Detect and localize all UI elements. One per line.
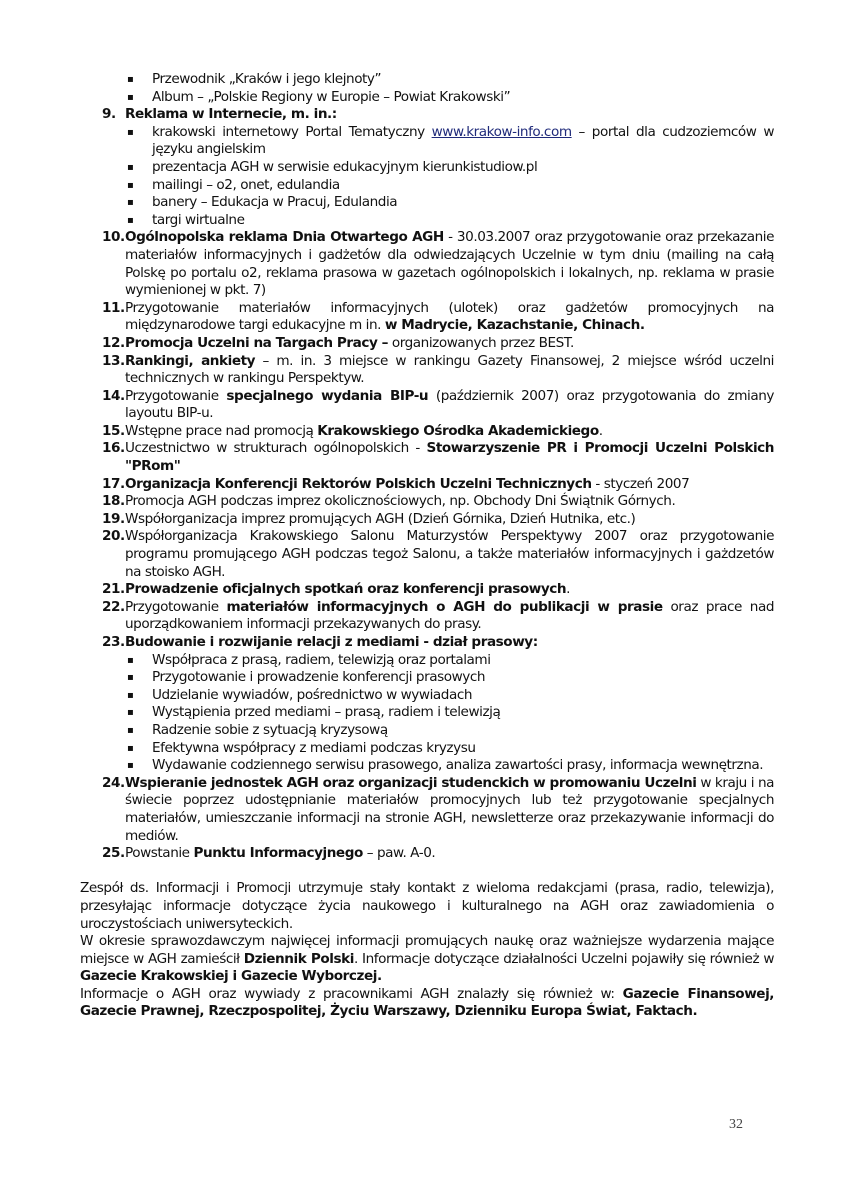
bullet-square-icon: ▪	[127, 742, 134, 754]
bullet-text: Przewodnik „Kraków i jego klejnoty”	[152, 71, 382, 87]
bullet-square-icon: ▪	[127, 161, 134, 173]
item-number: 19.	[102, 510, 125, 527]
bullet-item	[80, 212, 774, 230]
text: targi wirtualne	[152, 211, 245, 228]
text: Współorganizacja Krakowskiego Salonu Maturzystów Perspektywy 2007 oraz przygotowanie programu promującego AGH podczas tegoż Salonu, a także materiałów informacyjnych i gażdzetów na stoisko AGH.	[125, 528, 774, 580]
text: .	[566, 581, 571, 598]
bullet-square-icon: ▪	[127, 672, 134, 684]
numbered-item	[80, 388, 774, 423]
text: Wystąpienia przed mediami – prasą, radiem i telewizją	[152, 704, 501, 721]
item-number: 23.	[102, 634, 125, 650]
numbered-item	[80, 106, 774, 124]
bullet-item	[80, 687, 774, 705]
text: banery – Edukacja w Pracuj, Edulandia	[152, 194, 398, 211]
bullet-square-icon: ▪	[127, 214, 134, 226]
bold-text: materiałów informacyjnych o AGH do publikacji w prasie	[226, 598, 663, 615]
numbered-item	[80, 581, 774, 599]
text: Udzielanie wywiadów, pośrednictwo w wywiadach	[152, 686, 473, 703]
paragraph	[80, 880, 774, 933]
bold-text: Prowadzenie oficjalnych spotkań oraz konferencji prasowych	[125, 581, 567, 598]
bullet-item	[80, 704, 774, 722]
item-number: 17.	[102, 475, 125, 492]
url-link[interactable]: www.krakow-info.com	[431, 123, 572, 140]
bullet-item	[80, 177, 774, 195]
bullet-square-icon: ▪	[127, 707, 134, 719]
text: – m. in. 3 miejsce w rankingu Gazety Finansowej, 2 miejsce wśród uczelni technicznych w rankingu Perspektyw.	[125, 352, 775, 387]
bold-text: Punktu Informacyjnego	[193, 845, 363, 862]
text: Uczestnictwo w strukturach ogólnopolskich -	[125, 440, 427, 457]
item-number: 10.	[102, 229, 125, 246]
item-number: 12.	[102, 334, 125, 351]
item-number: 22.	[102, 598, 125, 615]
bullet-item	[80, 159, 774, 177]
numbered-item	[80, 300, 774, 335]
bullet-item	[80, 757, 774, 775]
text: Współorganizacja imprez promujących AGH (Dzień Górnika, Dzień Hutnika, etc.)	[125, 510, 636, 527]
numbered-item	[80, 353, 774, 388]
text: - styczeń 2007	[591, 475, 690, 492]
numbered-item	[80, 634, 774, 652]
text: Promocja AGH podczas imprez okolicznościowych, np. Obchody Dni Świątnik Górnych.	[125, 493, 676, 510]
numbered-item	[80, 599, 774, 634]
numbered-item	[80, 423, 774, 441]
bold-text: Wspieranie jednostek AGH oraz organizacji studenckich w promowaniu Uczelni	[125, 774, 697, 791]
summary-paragraphs	[80, 880, 774, 1021]
text: W okresie sprawozdawczym najwięcej informacji promujących naukę oraz ważniejsze wydarzenia mające miejsce w AGH zamieścił	[80, 933, 774, 967]
item-number: 20.	[102, 528, 125, 545]
text: Informacje o AGH oraz wywiady z pracownikami AGH znalazły się również w:	[80, 985, 623, 1002]
text: Wstępne prace nad promocją	[125, 422, 318, 439]
text: organizowanych przez BEST.	[387, 334, 574, 351]
bullet-item	[80, 669, 774, 687]
section-spacer	[80, 863, 774, 881]
bullet-item	[80, 652, 774, 670]
text: Przygotowanie i prowadzenie konferencji prasowych	[152, 669, 486, 686]
text: Przygotowanie	[125, 387, 227, 404]
text: – paw. A-0.	[362, 845, 436, 862]
text: prezentacja AGH w serwisie edukacyjnym kierunkistudiow.pl	[152, 158, 538, 175]
text: Wydawanie codziennego serwisu prasowego, analiza zawartości prasy, informacja wewnętrzna.	[152, 757, 764, 774]
top-bullet-list	[80, 71, 774, 106]
item-number: 16.	[102, 440, 125, 457]
text: Powstanie	[125, 845, 194, 862]
text: mailingi – o2, onet, edulandia	[152, 176, 340, 193]
sub-bullet-list	[80, 652, 774, 775]
bold-text: Krakowskiego Ośrodka Akademickiego	[317, 422, 599, 439]
bullet-square-icon: ▪	[127, 654, 134, 666]
bold-text: Reklama w Internecie, m. in.:	[125, 106, 337, 123]
text: w kraju i na świecie poprzez udostępnianie materiałów promocyjnych lub też przygotowanie specjalnych materiałów, umieszczanie informacji na stronie AGH, newsletterze oraz przekazywanie informacji do mediów.	[125, 774, 774, 844]
bullet-square-icon: ▪	[127, 74, 134, 85]
numbered-item	[80, 493, 774, 511]
numbered-item	[80, 229, 774, 299]
bullet-square-icon: ▪	[127, 724, 134, 736]
text: krakowski internetowy Portal Tematyczny	[152, 123, 432, 140]
bullet-item	[80, 740, 774, 758]
bullet-item	[80, 124, 774, 159]
text: Współpraca z prasą, radiem, telewizją oraz portalami	[152, 651, 491, 668]
bold-text: Gazecie Finansowej, Gazecie Prawnej, Rzeczpospolitej, Życiu Warszawy, Dzienniku Europa Świat, Faktach.	[80, 985, 774, 1020]
page-number: 32	[729, 1117, 743, 1132]
numbered-item	[80, 476, 774, 494]
item-number: 11.	[102, 299, 125, 316]
text: oraz prace nad uporządkowaniem informacji przekazywanych do prasy.	[125, 598, 775, 633]
text: Przygotowanie	[125, 598, 227, 615]
item-number: 18.	[102, 493, 125, 510]
paragraph	[80, 933, 774, 986]
item-number: 9.	[102, 106, 116, 123]
text: Przygotowanie materiałów informacyjnych (ulotek) oraz gadżetów promocyjnych na międzynarodowe targi edukacyjne m in.	[125, 299, 774, 334]
numbered-item	[80, 528, 774, 581]
bullet-text: Album – „Polskie Regiony w Europie – Powiat Krakowski”	[152, 88, 511, 105]
bold-text: specjalnego wydania BIP-u	[226, 387, 429, 404]
numbered-item	[80, 511, 774, 529]
item-number: 21.	[102, 581, 125, 598]
item-number: 13.	[102, 352, 125, 369]
bold-text: Promocja Uczelni na Targach Pracy –	[125, 334, 388, 351]
item-number: 14.	[102, 387, 125, 404]
paragraph	[80, 986, 774, 1021]
bullet-square-icon: ▪	[127, 760, 134, 772]
bold-text: w Madrycie, Kazachstanie, Chinach.	[384, 317, 645, 334]
bold-text: Gazecie Krakowskiej i Gazecie Wyborczej.	[80, 968, 382, 985]
bullet-square-icon: ▪	[127, 197, 134, 209]
item-number: 15.	[102, 422, 125, 439]
item-number: 25.	[102, 845, 125, 862]
bold-text: Rankingi, ankiety	[125, 352, 256, 369]
bullet-item	[80, 89, 774, 107]
page-content	[80, 71, 774, 1021]
text: Radzenie sobie z sytuacją kryzysową	[152, 721, 388, 738]
text: (październik 2007) oraz przygotowania do zmiany layoutu BIP-u.	[125, 387, 774, 422]
bold-text: Ogólnopolska reklama Dnia Otwartego AGH	[125, 229, 444, 246]
bullet-square-icon: ▪	[127, 179, 134, 191]
bold-text: Budowanie i rozwijanie relacji z mediami - dział prasowy:	[125, 634, 538, 650]
bullet-item	[80, 194, 774, 212]
text: Efektywna współpracy z mediami podczas kryzysu	[152, 739, 476, 756]
text: - 30.03.2007 oraz przygotowanie oraz przekazanie materiałów informacyjnych i gadżetów dla odwiedzających Uczelnie w tym dniu (mailing na całą Polskę po portalu o2, reklama prasowa w gazetach ogólnopolskich i lokalnych, np. reklama w prasie wymienionej w pkt. 7)	[125, 229, 775, 299]
bullet-square-icon: ▪	[127, 689, 134, 701]
bullet-square-icon: ▪	[127, 126, 134, 138]
bullet-square-icon: ▪	[127, 91, 134, 103]
bullet-item	[80, 71, 774, 89]
bold-text: Stowarzyszenie PR i Promocji Uczelni Polskich "PRom"	[125, 440, 774, 475]
item-number: 24.	[102, 774, 125, 791]
bold-text: Dziennik Polski	[243, 950, 354, 967]
numbered-item	[80, 335, 774, 353]
bullet-item	[80, 722, 774, 740]
text: . Informacje dotyczące działalności Uczelni pojawiły się również w	[353, 950, 774, 967]
bold-text: Organizacja Konferencji Rektorów Polskich Uczelni Technicznych	[125, 475, 592, 492]
numbered-item	[80, 440, 774, 475]
text: – portal dla cudzoziemców w języku angielskim	[152, 123, 774, 158]
sub-bullet-list	[80, 124, 774, 230]
text: .	[598, 422, 603, 439]
text: Zespół ds. Informacji i Promocji utrzymuje stały kontakt z wieloma redakcjami (prasa, radio, telewizja), przesyłając informacje dotyczące życia naukowego i kulturalnego na AGH oraz zawiadomienia o uroczystościach uniwersyteckich.	[80, 880, 774, 932]
numbered-item	[80, 775, 774, 845]
numbered-item	[80, 845, 774, 863]
numbered-list	[80, 106, 774, 863]
